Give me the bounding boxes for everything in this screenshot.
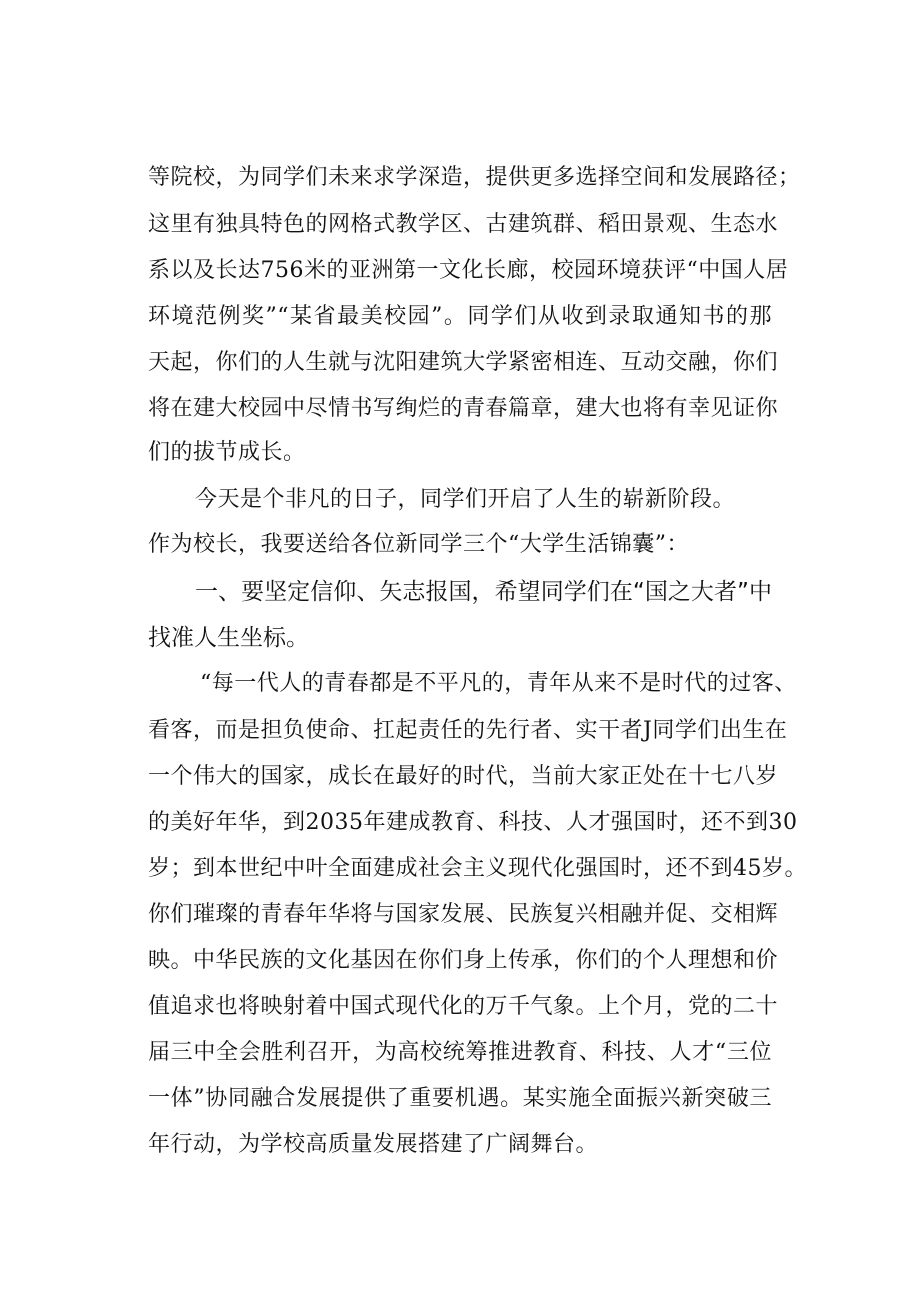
- text-line: 届三中全会胜利召开，为高校统筹推进教育、科技、人才“三位: [148, 1040, 772, 1065]
- text-line: 们的拔节成长。: [148, 440, 306, 465]
- text-line: 这里有独具特色的网格式教学区、古建筑群、稻田景观、生态水: [148, 212, 779, 237]
- text-line: 一个伟大的国家，成长在最好的时代，当前大家正处在十七八岁: [148, 764, 779, 789]
- text-line: 作为校长，我要送给各位新同学三个“大学生活锦囊”：: [148, 532, 689, 557]
- text-line: 你们璀璨的青春年华将与国家发展、民族复兴相融并促、交相辉: [148, 902, 779, 927]
- text-line: “每一代人的青春都是不平凡的，青年从来不是时代的过客、: [200, 671, 797, 696]
- heading-line: 一、要坚定信仰、矢志报国，希望同学们在“国之大者”中: [195, 579, 772, 605]
- text-line: 等院校，为同学们未来求学深造，提供更多选择空间和发展路径；: [148, 165, 801, 190]
- text-line: 天起，你们的人生就与沈阳建筑大学紧密相连、互动交融，你们: [148, 350, 779, 375]
- heading-line: 找准人生坐标。: [148, 625, 309, 651]
- text-line: 岁；到本世纪中叶全面建成社会主义现代化强国时，还不到45岁。: [148, 856, 807, 881]
- text-line: 今天是个非凡的日子，同学们开启了人生的崭新阶段。: [195, 487, 736, 512]
- text-line: 看客，而是担负使命、扛起责任的先行者、实干者J同学们出生在: [148, 718, 788, 743]
- text-line: 系以及长达756米的亚洲第一文化长廊，校园环境获评“中国人居: [148, 258, 789, 283]
- text-line: 值追求也将映射着中国式现代化的万千气象。上个月，党的二十: [148, 994, 779, 1019]
- text-line: 年行动，为学校高质量发展搭建了广阔舞台。: [148, 1132, 599, 1157]
- text-line: 环境范例奖”“某省最美校园”。同学们从收到录取通知书的那: [148, 304, 772, 329]
- text-line: 的美好年华，到2035年建成教育、科技、人才强国时，还不到30: [148, 810, 798, 835]
- text-line: 映。中华民族的文化基因在你们身上传承，你们的个人理想和价: [148, 948, 779, 973]
- text-line: 一体”协同融合发展提供了重要机遇。某实施全面振兴新突破三: [148, 1086, 772, 1111]
- text-line: 将在建大校园中尽情书写绚烂的青春篇章，建大也将有幸见证你: [148, 396, 779, 421]
